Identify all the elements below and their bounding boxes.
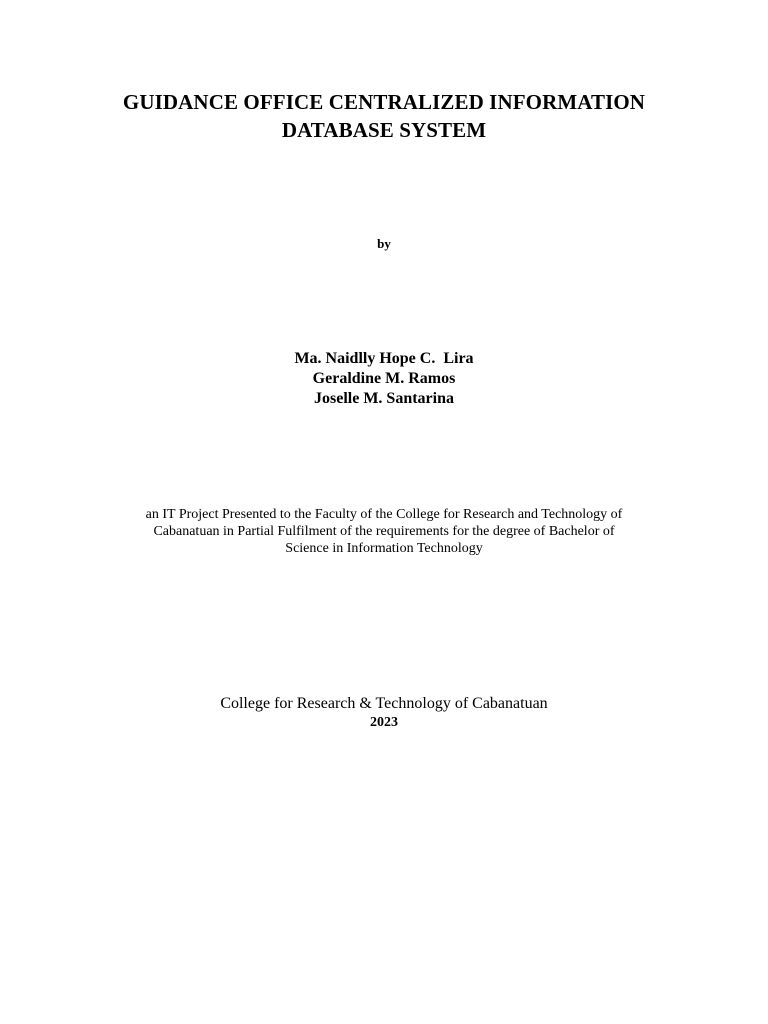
statement-line-3: Science in Information Technology — [285, 541, 483, 556]
submission-statement — [110, 506, 658, 557]
statement-line-1: an IT Project Presented to the Faculty of the College for Research and Technology of — [145, 507, 623, 522]
author-name: Joselle M. Santarina — [314, 390, 454, 407]
title-line-2: DATABASE SYSTEM — [281, 118, 487, 142]
author-list — [0, 349, 768, 409]
author-name: Ma. Naidlly Hope C. Lira — [294, 350, 474, 367]
document-title — [0, 88, 768, 144]
publication-year: 2023 — [370, 715, 398, 730]
statement-line-2: Cabanatuan in Partial Fulfilment of the requirements for the degree of Bachelor of — [153, 524, 615, 539]
institution-name: College for Research & Technology of Cabanatuan — [220, 695, 548, 712]
author-name: Geraldine M. Ramos — [312, 370, 456, 387]
by-label: by — [377, 236, 391, 251]
title-line-1: GUIDANCE OFFICE CENTRALIZED INFORMATION — [122, 90, 646, 114]
